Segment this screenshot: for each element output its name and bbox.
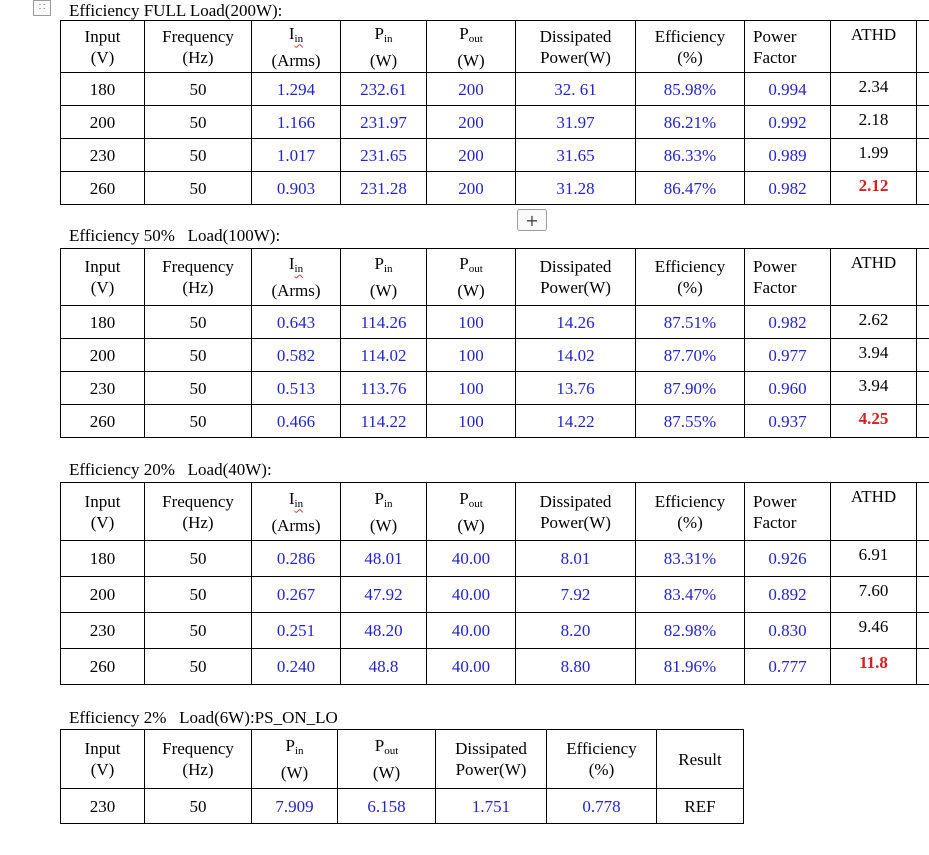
header-dissipated: Dissipated Power(W) (436, 730, 547, 789)
table-row (61, 405, 929, 438)
cell-pout: 100 (427, 372, 516, 405)
header-iin: $I_{in}$ (Arms) (252, 21, 341, 73)
cell-dissipated: 32. 61 (516, 73, 636, 106)
cell-frequency: 50 (145, 372, 252, 405)
header-athd: ATHD (831, 249, 917, 306)
cell-dissipated: 8.01 (516, 541, 636, 577)
cell-efficiency: 82.98% (636, 613, 745, 649)
cut-column (917, 249, 929, 306)
header-frequency: Frequency (Hz) (145, 483, 252, 541)
cell-athd: 3.94 (831, 339, 917, 372)
header-power-factor: Power Factor (745, 483, 831, 541)
cell-input: 200 (61, 106, 145, 139)
cell-dissipated: 31.97 (516, 106, 636, 139)
header-iin: $I_{in}$ (Arms) (252, 483, 341, 541)
cut-column (917, 139, 929, 172)
table-row (61, 306, 929, 339)
cell-input: 230 (61, 789, 145, 824)
table-row (61, 73, 929, 106)
cell-iin: 0.251 (252, 613, 341, 649)
section-title-50-load: Efficiency 50% Load(100W): (69, 226, 281, 245)
header-efficiency: Efficiency (%) (636, 483, 745, 541)
cell-dissipated: 7.92 (516, 577, 636, 613)
cell-frequency: 50 (145, 405, 252, 438)
header-input: Input (V) (61, 483, 145, 541)
cell-frequency: 50 (145, 339, 252, 372)
cell-athd: 7.60 (831, 577, 917, 613)
cell-efficiency: 87.55% (636, 405, 745, 438)
header-athd: ATHD (831, 21, 917, 73)
table-row (61, 789, 744, 824)
header-input: Input (V) (61, 249, 145, 306)
cut-column (917, 541, 929, 577)
cell-power-factor: 0.982 (745, 306, 831, 339)
header-pout: $P_{out}$ (W) (427, 483, 516, 541)
table-move-handle-icon[interactable]: ∷ (33, 0, 51, 16)
cell-pout: 40.00 (427, 649, 516, 685)
cell-power-factor: 0.994 (745, 73, 831, 106)
table-row (61, 372, 929, 405)
header-dissipated: Dissipated Power(W) (516, 483, 636, 541)
header-pin: $P_{in}$ (W) (341, 249, 427, 306)
cell-athd: 1.99 (831, 139, 917, 172)
cell-pin: 7.909 (252, 789, 338, 824)
cell-pout: 100 (427, 339, 516, 372)
cell-pout: 200 (427, 73, 516, 106)
cell-athd: 4.25 (831, 405, 917, 438)
cut-column (917, 339, 929, 372)
cut-column (917, 306, 929, 339)
table-row (61, 613, 929, 649)
cell-pout: 100 (427, 405, 516, 438)
cell-dissipated: 8.20 (516, 613, 636, 649)
insert-row-plus-icon[interactable]: + (517, 209, 547, 231)
cut-column (917, 21, 929, 73)
cell-iin: 0.240 (252, 649, 341, 685)
header-frequency: Frequency (Hz) (145, 730, 252, 789)
cell-power-factor: 0.777 (745, 649, 831, 685)
cut-column (917, 405, 929, 438)
cell-input: 260 (61, 172, 145, 205)
cell-athd: 2.34 (831, 73, 917, 106)
table-row (61, 649, 929, 685)
cell-frequency: 50 (145, 577, 252, 613)
table-row (61, 541, 929, 577)
cell-athd: 6.91 (831, 541, 917, 577)
cut-column (917, 106, 929, 139)
cell-iin: 0.643 (252, 306, 341, 339)
cell-efficiency: 83.31% (636, 541, 745, 577)
cell-power-factor: 0.892 (745, 577, 831, 613)
header-iin: $I_{in}$ (Arms) (252, 249, 341, 306)
cell-efficiency: 86.21% (636, 106, 745, 139)
header-power-factor: Power Factor (745, 249, 831, 306)
cell-pin: 114.02 (341, 339, 427, 372)
cut-column (917, 483, 929, 541)
header-input: Input (V) (61, 21, 145, 73)
cell-pout: 200 (427, 172, 516, 205)
cell-input: 180 (61, 73, 145, 106)
cell-athd: 9.46 (831, 613, 917, 649)
cell-dissipated: 14.22 (516, 405, 636, 438)
cut-column (917, 577, 929, 613)
cell-efficiency: 81.96% (636, 649, 745, 685)
header-frequency: Frequency (Hz) (145, 249, 252, 306)
cell-input: 260 (61, 649, 145, 685)
cell-efficiency: 86.47% (636, 172, 745, 205)
cell-pin: 114.22 (341, 405, 427, 438)
cell-pin: 232.61 (341, 73, 427, 106)
cell-pout: 40.00 (427, 613, 516, 649)
header-pin: $P_{in}$ (W) (252, 730, 338, 789)
table-row (61, 339, 929, 372)
section-title-2-load: Efficiency 2% Load(6W):PS_ON_LO (69, 708, 338, 727)
cell-input: 180 (61, 541, 145, 577)
header-power-factor: Power Factor (745, 21, 831, 73)
cell-pout: 200 (427, 139, 516, 172)
cell-efficiency: 87.70% (636, 339, 745, 372)
cell-power-factor: 0.989 (745, 139, 831, 172)
cell-frequency: 50 (145, 172, 252, 205)
cell-dissipated: 13.76 (516, 372, 636, 405)
table-row (61, 106, 929, 139)
cell-iin: 0.582 (252, 339, 341, 372)
cell-power-factor: 0.926 (745, 541, 831, 577)
cell-efficiency: 85.98% (636, 73, 745, 106)
table-row (61, 139, 929, 172)
header-pin: $P_{in}$ (W) (341, 21, 427, 73)
cell-frequency: 50 (145, 306, 252, 339)
header-efficiency: Efficiency (%) (636, 249, 745, 306)
cut-column (917, 73, 929, 106)
cell-pout: 40.00 (427, 577, 516, 613)
header-dissipated: Dissipated Power(W) (516, 249, 636, 306)
cell-input: 180 (61, 306, 145, 339)
cell-dissipated: 14.26 (516, 306, 636, 339)
table-header-row (61, 21, 929, 73)
cell-frequency: 50 (145, 73, 252, 106)
cell-frequency: 50 (145, 106, 252, 139)
header-dissipated: Dissipated Power(W) (516, 21, 636, 73)
cell-pin: 48.8 (341, 649, 427, 685)
cell-pin: 114.26 (341, 306, 427, 339)
cell-efficiency: 86.33% (636, 139, 745, 172)
cell-dissipated: 1.751 (436, 789, 547, 824)
cell-athd: 2.18 (831, 106, 917, 139)
cut-column (917, 372, 929, 405)
header-pout: $P_{out}$ (W) (427, 249, 516, 306)
cell-input: 200 (61, 339, 145, 372)
cell-power-factor: 0.960 (745, 372, 831, 405)
header-input: Input (V) (61, 730, 145, 789)
cell-pin: 231.28 (341, 172, 427, 205)
cell-athd: 2.62 (831, 306, 917, 339)
table-2-load (60, 729, 744, 824)
cell-input: 200 (61, 577, 145, 613)
cell-efficiency: 83.47% (636, 577, 745, 613)
cell-frequency: 50 (145, 613, 252, 649)
cell-pin: 231.97 (341, 106, 427, 139)
cell-dissipated: 31.28 (516, 172, 636, 205)
cell-power-factor: 0.937 (745, 405, 831, 438)
cell-iin: 0.903 (252, 172, 341, 205)
cell-iin: 0.466 (252, 405, 341, 438)
cut-column (917, 613, 929, 649)
table-20-load (60, 482, 929, 685)
section-title-full-load: Efficiency FULL Load(200W): (69, 1, 283, 20)
header-efficiency: Efficiency (%) (636, 21, 745, 73)
header-efficiency: Efficiency (%) (547, 730, 657, 789)
header-frequency: Frequency (Hz) (145, 21, 252, 73)
cell-input: 230 (61, 372, 145, 405)
cell-pin: 48.01 (341, 541, 427, 577)
cell-pin: 47.92 (341, 577, 427, 613)
cell-pout: 6.158 (338, 789, 436, 824)
cell-dissipated: 14.02 (516, 339, 636, 372)
header-pout: $P_{out}$ (W) (427, 21, 516, 73)
table-header-row (61, 483, 929, 541)
cell-frequency: 50 (145, 541, 252, 577)
cell-dissipated: 8.80 (516, 649, 636, 685)
cell-efficiency: 87.51% (636, 306, 745, 339)
cell-iin: 1.017 (252, 139, 341, 172)
section-title-20-load: Efficiency 20% Load(40W): (69, 460, 272, 479)
header-result: Result (657, 730, 744, 789)
cell-power-factor: 0.830 (745, 613, 831, 649)
cut-column (917, 172, 929, 205)
table-row (61, 577, 929, 613)
cell-frequency: 50 (145, 139, 252, 172)
header-athd: ATHD (831, 483, 917, 541)
cell-iin: 1.166 (252, 106, 341, 139)
cell-efficiency: 0.778 (547, 789, 657, 824)
cell-pout: 200 (427, 106, 516, 139)
cell-athd: 3.94 (831, 372, 917, 405)
header-pout: $P_{out}$ (W) (338, 730, 436, 789)
table-row (61, 172, 929, 205)
cell-frequency: 50 (145, 649, 252, 685)
cell-efficiency: 87.90% (636, 372, 745, 405)
cell-athd: 11.8 (831, 649, 917, 685)
cell-input: 260 (61, 405, 145, 438)
table-header-row (61, 249, 929, 306)
table-50-load (60, 248, 929, 438)
cell-pin: 48.20 (341, 613, 427, 649)
cell-iin: 1.294 (252, 73, 341, 106)
header-pin: $P_{in}$ (W) (341, 483, 427, 541)
cell-pout: 40.00 (427, 541, 516, 577)
cut-column (917, 649, 929, 685)
cell-input: 230 (61, 139, 145, 172)
cell-iin: 0.286 (252, 541, 341, 577)
cell-iin: 0.513 (252, 372, 341, 405)
table-header-row (61, 730, 744, 789)
cell-pin: 231.65 (341, 139, 427, 172)
cell-athd: 2.12 (831, 172, 917, 205)
cell-power-factor: 0.992 (745, 106, 831, 139)
cell-power-factor: 0.977 (745, 339, 831, 372)
cell-pout: 100 (427, 306, 516, 339)
cell-frequency: 50 (145, 789, 252, 824)
cell-pin: 113.76 (341, 372, 427, 405)
cell-result: REF (657, 789, 744, 824)
table-full-load (60, 20, 929, 205)
cell-input: 230 (61, 613, 145, 649)
cell-power-factor: 0.982 (745, 172, 831, 205)
cell-dissipated: 31.65 (516, 139, 636, 172)
cell-iin: 0.267 (252, 577, 341, 613)
